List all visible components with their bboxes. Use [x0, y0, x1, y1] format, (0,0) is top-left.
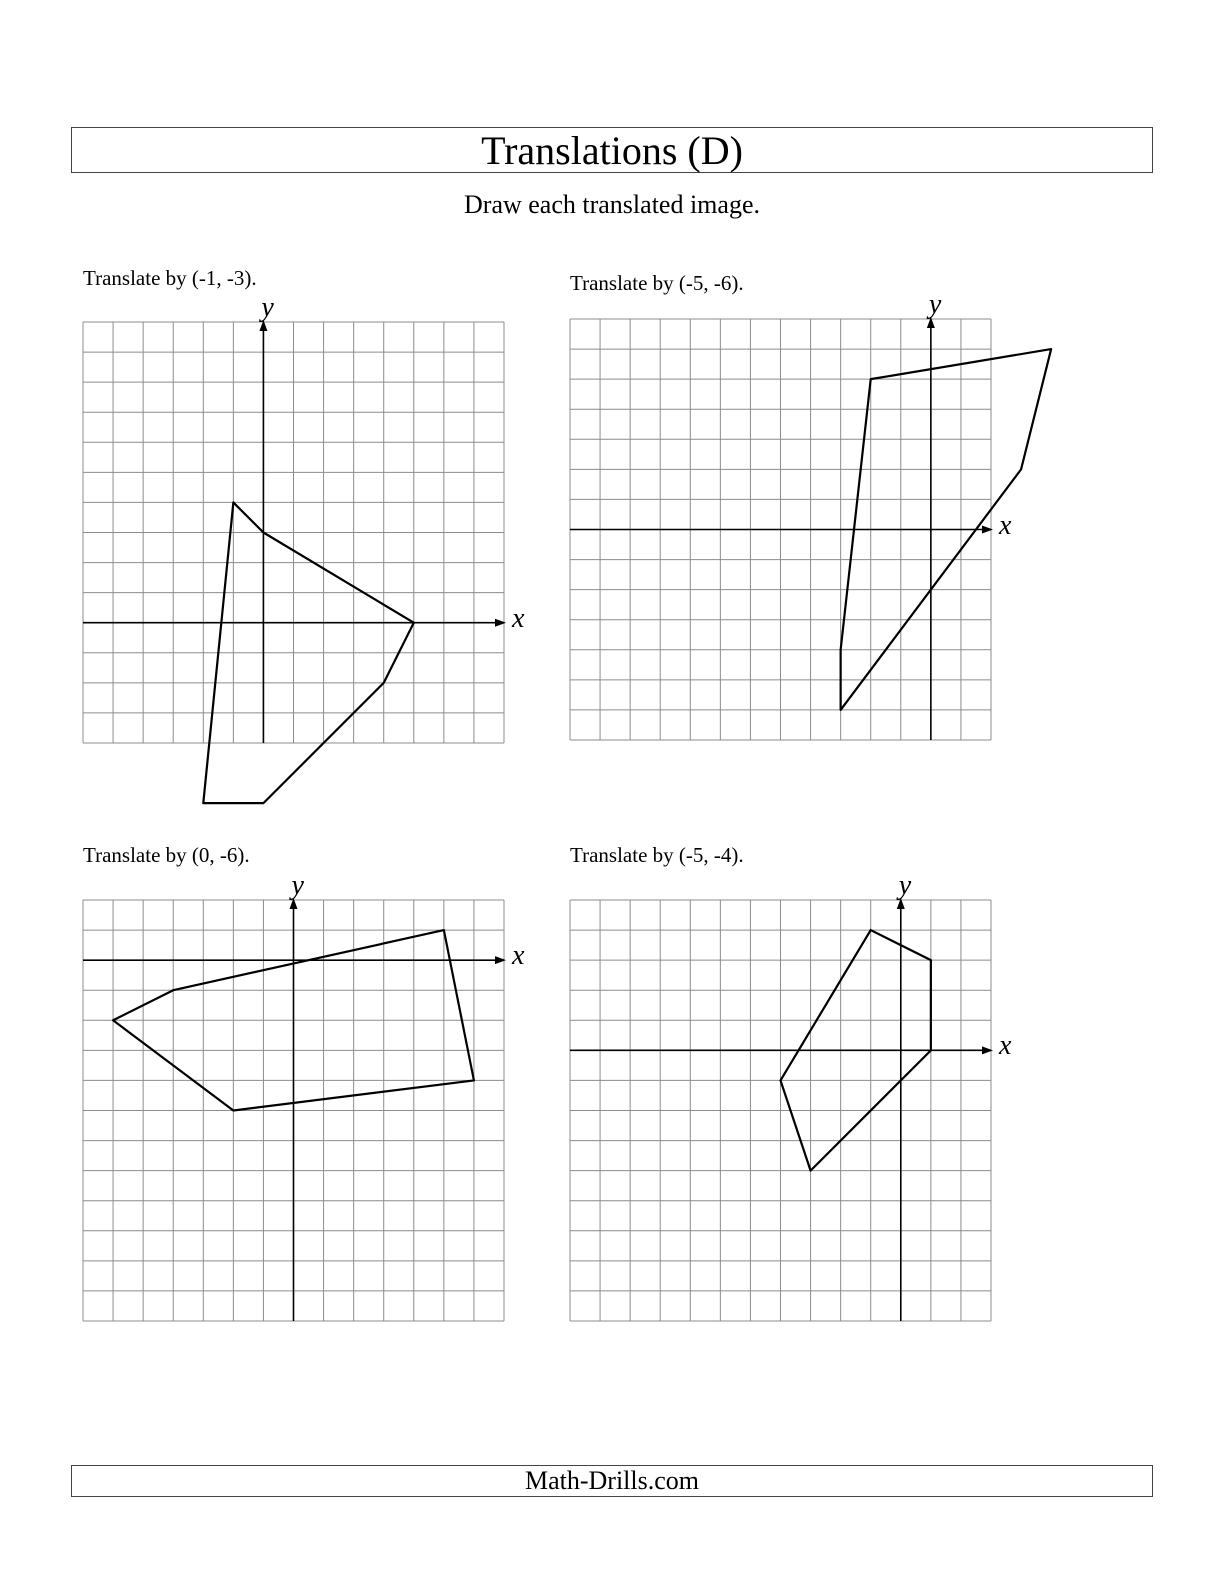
- worksheet-title: Translations (D): [71, 127, 1153, 173]
- x-axis-label: x: [999, 509, 1012, 541]
- x-axis-label: x: [512, 940, 525, 972]
- footer-site-name: Math-Drills.com: [71, 1465, 1153, 1497]
- x-axis-label: x: [999, 1030, 1012, 1062]
- problem-3-prompt: Translate by (0, -6).: [83, 843, 250, 867]
- problem-2-graph: [570, 319, 991, 740]
- problem-3-graph: [83, 900, 504, 1321]
- problem-1-prompt: Translate by (-1, -3).: [83, 266, 257, 290]
- y-axis-label: y: [291, 870, 304, 901]
- y-axis-label: y: [898, 870, 912, 901]
- problem-2-prompt: Translate by (-5, -6).: [570, 271, 744, 295]
- grid-lines: [570, 900, 991, 1321]
- instructions: Draw each translated image.: [464, 190, 760, 219]
- problem-4-graph: [570, 900, 991, 1321]
- y-axis-label: y: [928, 289, 942, 320]
- problem-4-prompt: Translate by (-5, -4).: [570, 843, 744, 867]
- x-axis-label: x: [512, 602, 525, 634]
- problem-1-graph: [83, 322, 504, 743]
- grid-lines: [83, 322, 504, 743]
- y-axis-label: y: [261, 292, 274, 323]
